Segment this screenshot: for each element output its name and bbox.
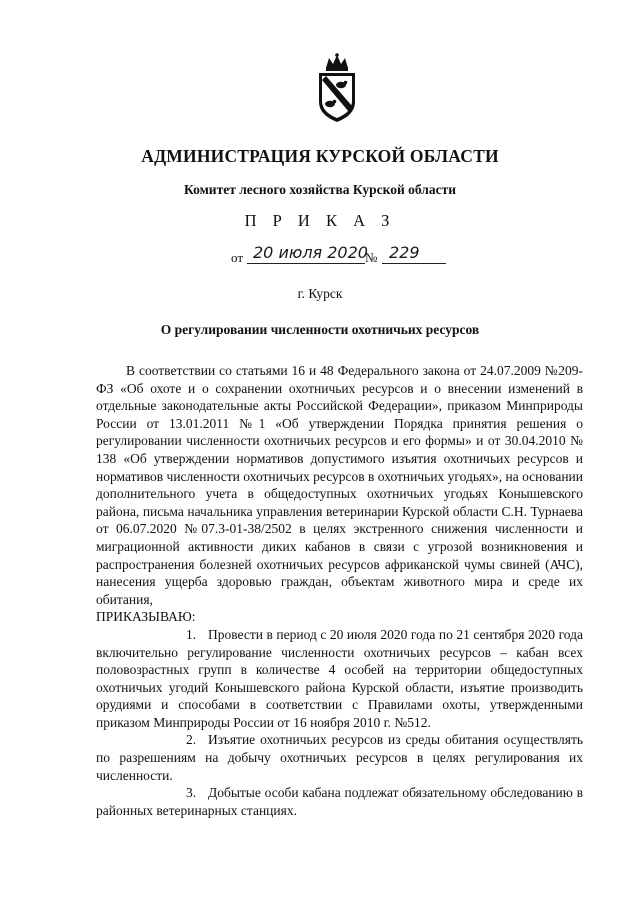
item-number: 1. [186,626,197,642]
number-underline [382,263,446,264]
list-item [96,731,583,784]
document-type: П Р И К А З [244,211,396,230]
handwritten-number: 229 [389,243,420,262]
item-number: 3. [186,785,197,801]
coat-of-arms-icon [313,52,361,124]
item-text: Изъятие охотничьих ресурсов из среды обитания осуществлять по разрешениям на добычу охотничьих ресурсов в целях регулирования их численности. [96,732,583,783]
date-underline [247,263,365,264]
city: г. Курск [297,286,343,301]
order-verb: ПРИКАЗЫВАЮ: [96,609,196,625]
item-text: Провести в период с 20 июля 2020 года по 21 сентября 2020 года включительно регулирование численности охотничьих ресурсов – кабан всех половозрастных групп в количестве 4 особей на территории общедоступных охотничьих угодий Конышевского района Курской области, изъятие производить орудиями и способами в соответствии с Правилами охоты, утвержденными приказом Минприроды России от 16 ноября 2010 г. №512. [96,626,583,730]
handwritten-date: 20 июля 2020 [253,243,368,262]
item-text: Добытые особи кабана подлежат обязательному обследованию в районных ветеринарных станциях. [96,785,583,818]
preamble-paragraph: В соответствии со статьями 16 и 48 Федерального закона от 24.07.2009 №209-ФЗ «Об охоте и о сохранении охотничьих ресурсов и о внесении изменений в отдельные законодательные акты Российской Федерации», приказом Минприроды России от 13.01.2011 №1 «Об утверждении Порядка принятия решения о регулировании численности охотничьих ресурсов и его формы» и от 30.04.2010 № 138 «Об утверждении нормативов допустимого изъятия охотничьих ресурсов и нормативов численности охотничьих ресурсов в охотничьих угодьях», на основании дополнительного учета в общедоступных охотничьих угодьях Конышевского района, письма начальника управления ветеринарии Курской области С.Н. Турнаева от 06.07.2020 №07.3-01-38/2502 в целях экстренного снижения численности и миграционной активности диких кабанов в связи с угрозой возникновения и распространения болезней охотничьих ресурсов африканской чумы свиней (АЧС), нанесения ущерба здоровью граждан, объектам животного мира и среде их обитания, [96,363,583,607]
organization-title: АДМИНИСТРАЦИЯ КУРСКОЙ ОБЛАСТИ [141,146,499,166]
item-number: 2. [186,732,197,748]
list-item [96,626,583,732]
number-prefix: № [365,250,378,265]
order-date-number [231,244,471,268]
list-item [96,784,583,819]
date-prefix: от [231,250,244,265]
committee-name: Комитет лесного хозяйства Курской области [183,182,456,197]
document-body [96,362,583,819]
document-subject: О регулировании численности охотничьих ресурсов [160,322,480,337]
